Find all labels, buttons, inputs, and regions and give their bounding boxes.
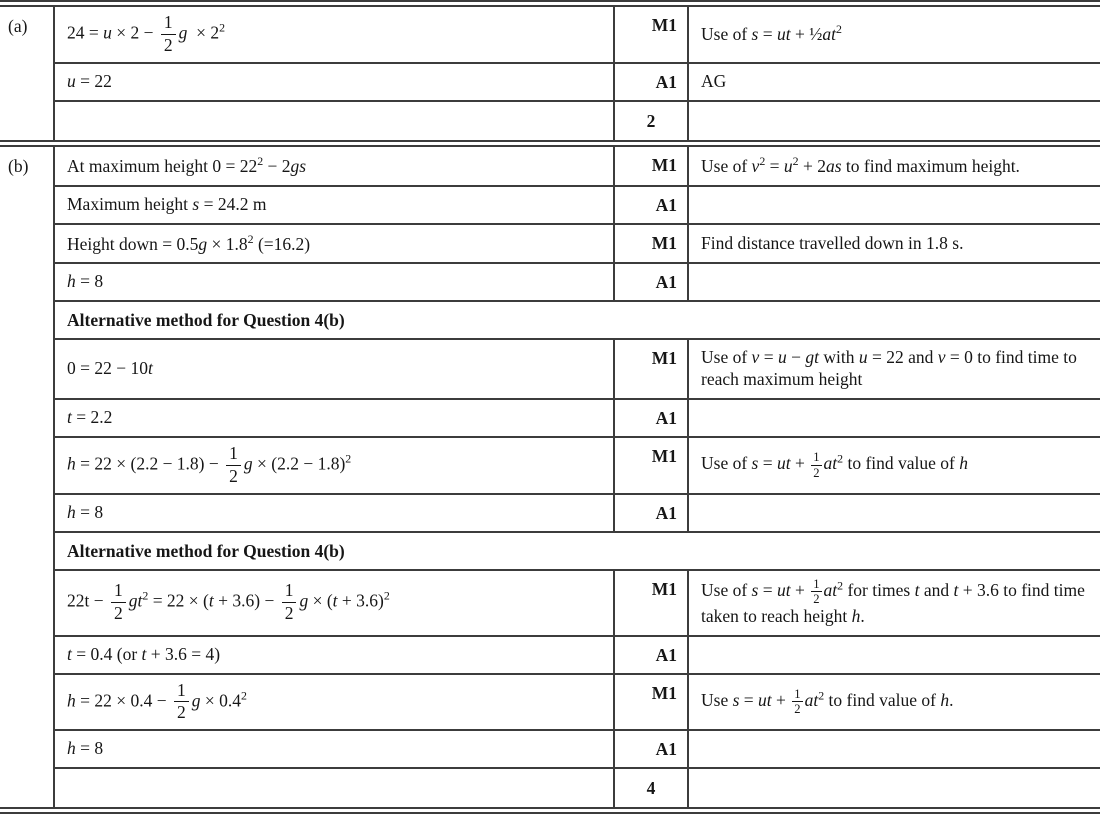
comment-cell <box>689 675 1100 730</box>
mark-cell: A1 <box>613 495 689 531</box>
comment-text: Use of s = ut + $\frac{1}{2}$ $at^2$ for times t and t + 3.6 to find time taken to reach height h. <box>701 576 1085 626</box>
comment-cell <box>689 571 1100 635</box>
part-label: (a) <box>8 16 28 36</box>
comment-cell <box>689 769 1100 807</box>
working-text: t = 0.4 (or t + 3.6 = 4) <box>67 643 221 664</box>
table-row-total <box>55 767 1100 807</box>
comment-cell <box>689 147 1100 185</box>
table-row <box>55 493 1100 531</box>
working-text: h = 22 × (2.2 − 1.8) − $\frac{1}{2}$ $g \times (2.2 - 1.8)^2$ <box>67 443 352 486</box>
section-part-a <box>0 7 1100 140</box>
comment-cell <box>689 7 1100 62</box>
stacked-fraction: $\frac{1}{2}$ <box>174 682 189 723</box>
mark-cell: M1 <box>613 147 689 185</box>
comment-cell <box>689 225 1100 263</box>
comment-text: Use of v = u − gt with u = 22 and v = 0 to find time to reach maximum height <box>701 347 1077 390</box>
comment-cell <box>689 495 1100 531</box>
working-cell <box>55 225 613 263</box>
comment-cell <box>689 264 1100 300</box>
working-text: t = 2.2 <box>67 407 113 428</box>
table-row <box>55 62 1100 100</box>
mark-cell: A1 <box>613 64 689 100</box>
working-text: Maximum height s = 24.2 m <box>67 193 267 214</box>
stacked-fraction: $\frac{1}{2}$ <box>161 14 176 55</box>
stacked-fraction: $\frac{1}{2}$ <box>813 450 820 480</box>
working-cell <box>55 64 613 100</box>
comment-text: Use of $v^2 = u^2 + 2as$ to find maximum height. <box>701 153 1020 176</box>
section-divider-bottom <box>0 807 1100 814</box>
working-text: h = 8 <box>67 271 104 292</box>
mark-cell: A1 <box>613 264 689 300</box>
table-row-alt-method <box>55 531 1100 569</box>
stacked-fraction: $\frac{1}{2}$ <box>282 582 297 623</box>
working-text: 22t − $\frac{1}{2}$ $gt^2 = 22 \times (t + 3.6)$ − $\frac{1}{2}$ $g \times (t + 3.6)^2$ <box>67 580 390 624</box>
table-row <box>55 635 1100 673</box>
table-row <box>55 7 1100 62</box>
comment-text: Use s = ut + $\frac{1}{2}$ $at^2$ to find value of h. <box>701 686 954 717</box>
mark-cell: M1 <box>613 438 689 493</box>
working-cell <box>55 400 613 436</box>
section-divider <box>0 140 1100 147</box>
comment-cell <box>689 340 1100 398</box>
working-cell <box>55 571 613 635</box>
comment-text: Use of s = ut + $\frac{1}{2}at^2$ <box>701 22 842 45</box>
stacked-fraction: $\frac{1}{2}$ <box>226 445 241 486</box>
working-cell <box>55 675 613 730</box>
comment-cell <box>689 438 1100 493</box>
alt-method-header: Alternative method for Question 4(b) <box>67 540 345 561</box>
working-cell <box>55 264 613 300</box>
stacked-fraction: $\frac{1}{2}$ <box>111 582 126 623</box>
comment-cell <box>689 187 1100 223</box>
table-row <box>55 338 1100 398</box>
mark-cell: M1 <box>613 571 689 635</box>
part-label-cell <box>0 147 55 808</box>
part-label: (b) <box>8 155 29 176</box>
comment-text: Use of s = ut + $\frac{1}{2}$ $at^2$ to find value of h <box>701 450 969 480</box>
total-marks-cell: 2 <box>613 102 689 140</box>
table-row <box>55 262 1100 300</box>
rows-container <box>55 147 1100 808</box>
table-row <box>55 436 1100 493</box>
table-row <box>55 398 1100 436</box>
comment-cell <box>689 64 1100 100</box>
table-row-total <box>55 100 1100 140</box>
mark-cell: A1 <box>613 187 689 223</box>
table-row <box>55 729 1100 767</box>
mark-cell: M1 <box>613 340 689 398</box>
working-text: h = 8 <box>67 501 104 522</box>
section-part-b <box>0 147 1100 808</box>
comment-cell <box>689 102 1100 140</box>
working-cell <box>55 187 613 223</box>
working-text: Height down = $0.5g \times 1.8^2$ (=16.2) <box>67 231 311 254</box>
comment-text: AG <box>701 70 727 91</box>
mark-cell: A1 <box>613 637 689 673</box>
working-cell <box>55 637 613 673</box>
working-text: h = 8 <box>67 738 104 759</box>
table-row <box>55 223 1100 263</box>
working-text: h = 22 × 0.4 − $\frac{1}{2}$ $g \times 0.4^2$ <box>67 679 247 723</box>
table-row-alt-method <box>55 300 1100 338</box>
working-text: At maximum height $0 = 22^2 - 2gs$ <box>67 153 307 176</box>
comment-cell <box>689 400 1100 436</box>
comment-cell <box>689 731 1100 767</box>
working-cell <box>55 495 613 531</box>
working-text: u = 22 <box>67 70 112 91</box>
working-cell <box>55 731 613 767</box>
rows-container <box>55 7 1100 140</box>
comment-text: Find distance travelled down in 1.8 s. <box>701 232 964 253</box>
alt-method-header: Alternative method for Question 4(b) <box>67 310 345 331</box>
table-row <box>55 569 1100 635</box>
working-cell <box>55 102 613 140</box>
section-divider-top <box>0 0 1100 7</box>
mark-cell: A1 <box>613 400 689 436</box>
mark-scheme-sections <box>0 7 1100 807</box>
mark-cell: M1 <box>613 7 689 62</box>
stacked-fraction: $\frac{1}{2}$ <box>794 686 801 717</box>
working-text: 0 = 22 − 10t <box>67 358 153 379</box>
working-cell <box>55 769 613 807</box>
total-marks-cell: 4 <box>613 769 689 807</box>
table-row <box>55 185 1100 223</box>
working-cell <box>55 147 613 185</box>
comment-cell <box>689 637 1100 673</box>
mark-cell: M1 <box>613 225 689 263</box>
table-row <box>55 673 1100 730</box>
mark-cell: A1 <box>613 731 689 767</box>
mark-cell: M1 <box>613 675 689 730</box>
table-row <box>55 147 1100 185</box>
working-text: 24 = u × 2 − $\frac{1}{2}$ $g \times 2^2$ <box>67 12 226 55</box>
working-cell <box>55 438 613 493</box>
stacked-fraction: $\frac{1}{2}$ <box>813 576 820 607</box>
part-label-cell <box>0 7 55 140</box>
working-cell <box>55 7 613 62</box>
working-cell <box>55 340 613 398</box>
